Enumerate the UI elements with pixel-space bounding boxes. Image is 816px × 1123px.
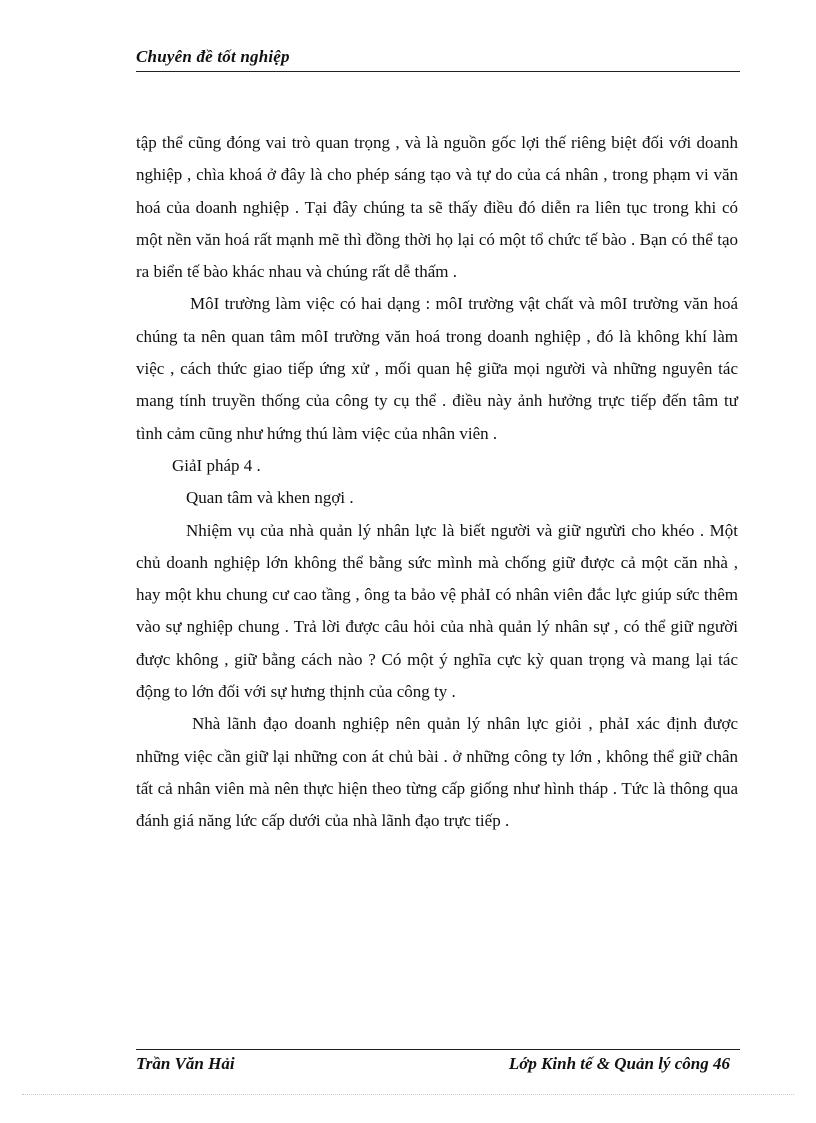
page-bottom-edge (22, 1094, 794, 1095)
section-heading: GiảI pháp 4 . (172, 455, 261, 475)
paragraph-4: Nhà lãnh đạo doanh nghiệp nên quản lý nhân lực giỏi , phảI xác định được những việc cần giữ lại những con át chủ bài . ở những công ty lớn , không thể giữ chân tất cả nhân viên mà nên thực hiện theo từng cấp giống như hình tháp . Tức là thông qua đánh giá năng lức cấp dưới của nhà lãnh đạo trực tiếp . (136, 714, 738, 831)
paragraph-3: Nhiệm vụ của nhà quản lý nhân lực là biết người và giữ ngưừi cho khéo . Một chủ doanh nghiệp lớn không thể bằng sức mình mà chống giữ được cả một căn nhà , hay một khu chung cư cao tầng , ông ta bảo vệ phảI có nhân viên đắc lực giúp sức thêm vào sự nghiệp chung . Trả lời được câu hỏi của nhà quản lý nhân sự , có thể giữ người được không , giữ bằng cách nào ? Có một ý nghĩa cực kỳ quan trọng và mang lại tác động to lớn đối với sự hưng thịnh của công ty . (136, 520, 738, 702)
footer-divider (136, 1049, 740, 1050)
paragraph-2: MôI trường làm việc có hai dạng : môI trường vật chất và môI trường văn hoá chúng ta nên quan tâm môI trường văn hoá trong doanh nghiệp , đó là không khí làm việc , cách thức giao tiếp ứng xử , mối quan hệ giữa mọi người và những nguyên tác mang tính truyền thống của công ty cụ thể . điều này ảnh hưởng trực tiếp đến tâm tư tình cảm cũng như hứng thú làm việc của nhân viên . (136, 294, 738, 443)
footer-class-name: Lớp Kinh tế & Quản lý công 46 (508, 1054, 730, 1073)
subsection-heading: Quan tâm và khen ngợi . (186, 488, 354, 508)
header-divider (136, 71, 740, 72)
footer-author: Trần Văn Hải (136, 1054, 235, 1073)
body-text (136, 127, 738, 838)
header-title: Chuyên đề tốt nghiệp (136, 47, 290, 66)
paragraph-1: tập thể cũng đóng vai trò quan trọng , và là nguồn gốc lợi thế riêng biệt đối với doanh nghiệp , chìa khoá ở đây là cho phép sáng tạo và tự do của cá nhân , trong phạm vi văn hoá của doanh nghiệp . Tại đây chúng ta sẽ thấy điều đó diễn ra liên tục trong khi có một nền văn hoá rất mạnh mẽ thì đồng thời họ lại có một tổ chức tế bào . Bạn có thể tạo ra biển tế bào khác nhau và chúng rất dễ thấm . (136, 133, 738, 282)
